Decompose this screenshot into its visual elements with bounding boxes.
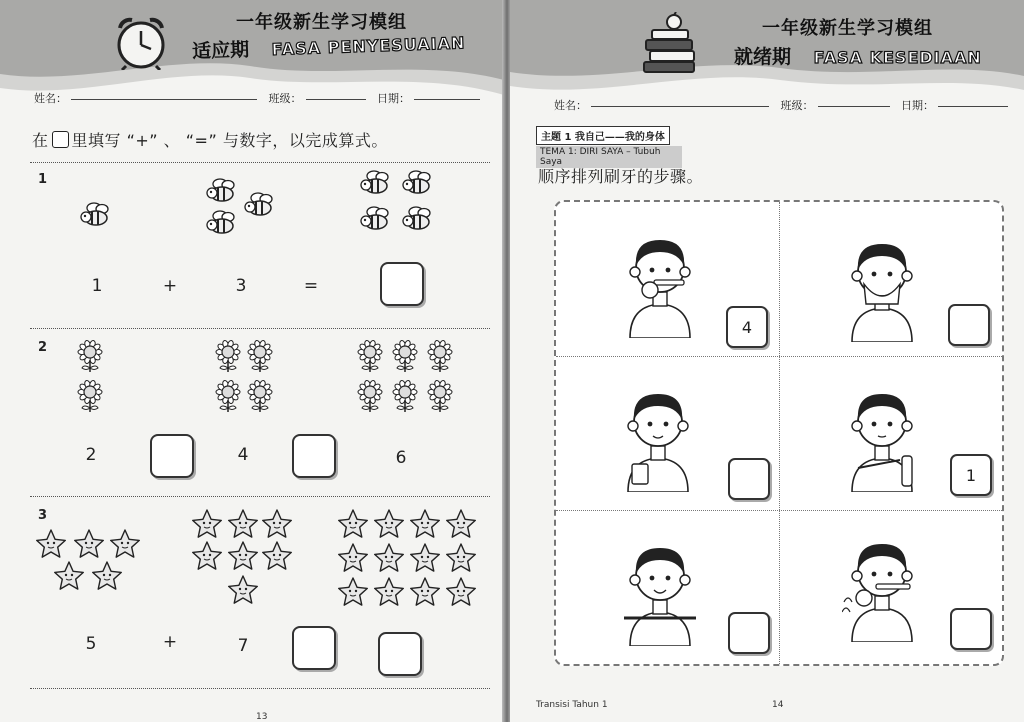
student-fields	[34, 90, 488, 106]
phase-my: FASA PENYESUAIAN	[271, 33, 466, 59]
module-title: 一年级新生学习模组	[762, 18, 933, 39]
bee-icon	[361, 207, 388, 229]
starfish-group-7	[190, 508, 298, 614]
sunflower-icon	[216, 380, 240, 412]
step-answer-box[interactable]	[728, 612, 770, 654]
theme-cn: 主题 1 我自己——我的身体	[536, 126, 670, 145]
divider	[30, 496, 490, 497]
sunflower-group-6	[356, 338, 460, 424]
theme-my: TEMA 1: DIRI SAYA – Tubuh Saya	[536, 146, 682, 168]
right-page	[510, 0, 1024, 722]
divider	[30, 328, 490, 329]
starfish-icon	[339, 510, 368, 537]
answer-box[interactable]	[292, 434, 336, 478]
starfish-icon	[55, 562, 84, 589]
divider	[30, 162, 490, 163]
step-answer-box[interactable]	[728, 458, 770, 500]
name-label: 姓名：	[34, 92, 67, 105]
bee-icon	[403, 207, 430, 229]
instruction-post: 里填写 “+” 、 “=” 与数字，以完成算式。	[71, 131, 388, 150]
operator: +	[162, 632, 178, 652]
starfish-icon	[229, 510, 258, 537]
starfish-icon	[229, 576, 258, 603]
books-apple-icon	[642, 12, 702, 74]
term: 3	[235, 276, 247, 296]
theme-label	[536, 126, 682, 168]
date-label: 日期：	[377, 92, 410, 105]
phase-cn: 适应期	[191, 38, 250, 63]
sunflower-icon	[358, 380, 382, 412]
operator: +	[162, 276, 178, 296]
starfish-icon	[75, 530, 104, 557]
phase-heading	[734, 42, 982, 69]
term: 5	[85, 634, 97, 654]
step-answer-box[interactable]: 1	[950, 454, 992, 496]
operator: =	[303, 276, 319, 296]
student-fields	[554, 97, 1016, 113]
term: 6	[395, 448, 407, 468]
bee-icon	[81, 203, 108, 225]
starfish-icon	[411, 510, 440, 537]
sunflower-icon	[393, 380, 417, 412]
module-title: 一年级新生学习模组	[236, 12, 407, 33]
answer-box-sample	[52, 131, 69, 148]
page-number: 14	[772, 700, 784, 710]
bee-group-4	[360, 168, 444, 246]
page-number: 13	[256, 712, 268, 722]
step-answer-box[interactable]: 4	[726, 306, 768, 348]
sunflower-icon	[78, 340, 102, 372]
bee-group-1	[78, 198, 114, 236]
starfish-icon	[411, 544, 440, 571]
starfish-group-12	[336, 508, 482, 620]
term: 2	[85, 445, 97, 465]
step-answer-box[interactable]	[950, 608, 992, 650]
starfish-icon	[375, 510, 404, 537]
step-brushing-back-teeth-illustration	[842, 532, 922, 646]
bee-group-3	[204, 176, 284, 250]
footer-text: Transisi Tahun 1	[536, 700, 608, 710]
class-label: 班级：	[268, 92, 302, 105]
starfish-icon	[263, 542, 292, 569]
starfish-icon	[339, 544, 368, 571]
left-page	[0, 0, 504, 722]
bee-icon	[207, 179, 234, 201]
question-number: 2	[38, 340, 48, 355]
grid-divider	[556, 510, 1002, 511]
bee-icon	[403, 171, 430, 193]
starfish-icon	[447, 544, 476, 571]
sunflower-icon	[428, 340, 452, 372]
step-answer-box[interactable]	[948, 304, 990, 346]
sunflower-group-2	[76, 338, 108, 424]
step-holding-cup-illustration	[618, 382, 698, 496]
question-number: 1	[38, 172, 48, 187]
date-label: 日期：	[901, 99, 934, 112]
starfish-icon	[411, 578, 440, 605]
starfish-icon	[375, 544, 404, 571]
sunflower-icon	[358, 340, 382, 372]
class-label: 班级：	[780, 99, 814, 112]
answer-box[interactable]	[150, 434, 194, 478]
starfish-icon	[193, 510, 222, 537]
term: 1	[91, 276, 103, 296]
phase-my: FASA KESEDIAAN	[813, 48, 982, 67]
sunflower-icon	[428, 380, 452, 412]
term: 4	[237, 445, 249, 465]
class-field[interactable]	[818, 105, 890, 107]
instruction-pre: 在	[32, 131, 49, 150]
step-wiping-mouth-illustration	[842, 232, 922, 346]
bee-icon	[207, 211, 234, 233]
starfish-icon	[447, 578, 476, 605]
name-label: 姓名：	[554, 99, 587, 112]
phase-cn: 就绪期	[734, 46, 792, 68]
step-holding-toothbrush-illustration	[620, 536, 700, 650]
bee-icon	[361, 171, 388, 193]
term: 7	[237, 636, 249, 656]
sunflower-icon	[78, 380, 102, 412]
starfish-icon	[111, 530, 140, 557]
alarm-clock-icon	[112, 14, 170, 70]
date-field[interactable]	[938, 105, 1008, 107]
name-field[interactable]	[71, 98, 257, 100]
sunflower-icon	[248, 380, 272, 412]
bee-icon	[245, 193, 272, 215]
starfish-icon	[93, 562, 122, 589]
date-field[interactable]	[414, 98, 480, 100]
grid-divider	[779, 202, 780, 664]
sunflower-group-4	[214, 338, 280, 424]
divider	[30, 688, 490, 689]
starfish-icon	[37, 530, 66, 557]
starfish-group-5	[34, 528, 146, 602]
instruction	[32, 128, 388, 151]
answer-box[interactable]	[380, 262, 424, 306]
instruction: 顺序排列刷牙的步骤。	[538, 167, 704, 186]
class-field[interactable]	[306, 98, 366, 100]
step-applying-toothpaste-illustration	[842, 382, 922, 496]
name-field[interactable]	[591, 105, 769, 107]
starfish-icon	[339, 578, 368, 605]
starfish-icon	[193, 542, 222, 569]
question-number: 3	[38, 508, 48, 523]
starfish-icon	[447, 510, 476, 537]
starfish-icon	[263, 510, 292, 537]
step-brushing-teeth-illustration	[620, 228, 700, 342]
starfish-icon	[375, 578, 404, 605]
answer-box[interactable]	[378, 632, 422, 676]
grid-divider	[556, 356, 1002, 357]
sunflower-icon	[393, 340, 417, 372]
answer-box[interactable]	[292, 626, 336, 670]
starfish-icon	[229, 542, 258, 569]
sunflower-icon	[216, 340, 240, 372]
sunflower-icon	[248, 340, 272, 372]
